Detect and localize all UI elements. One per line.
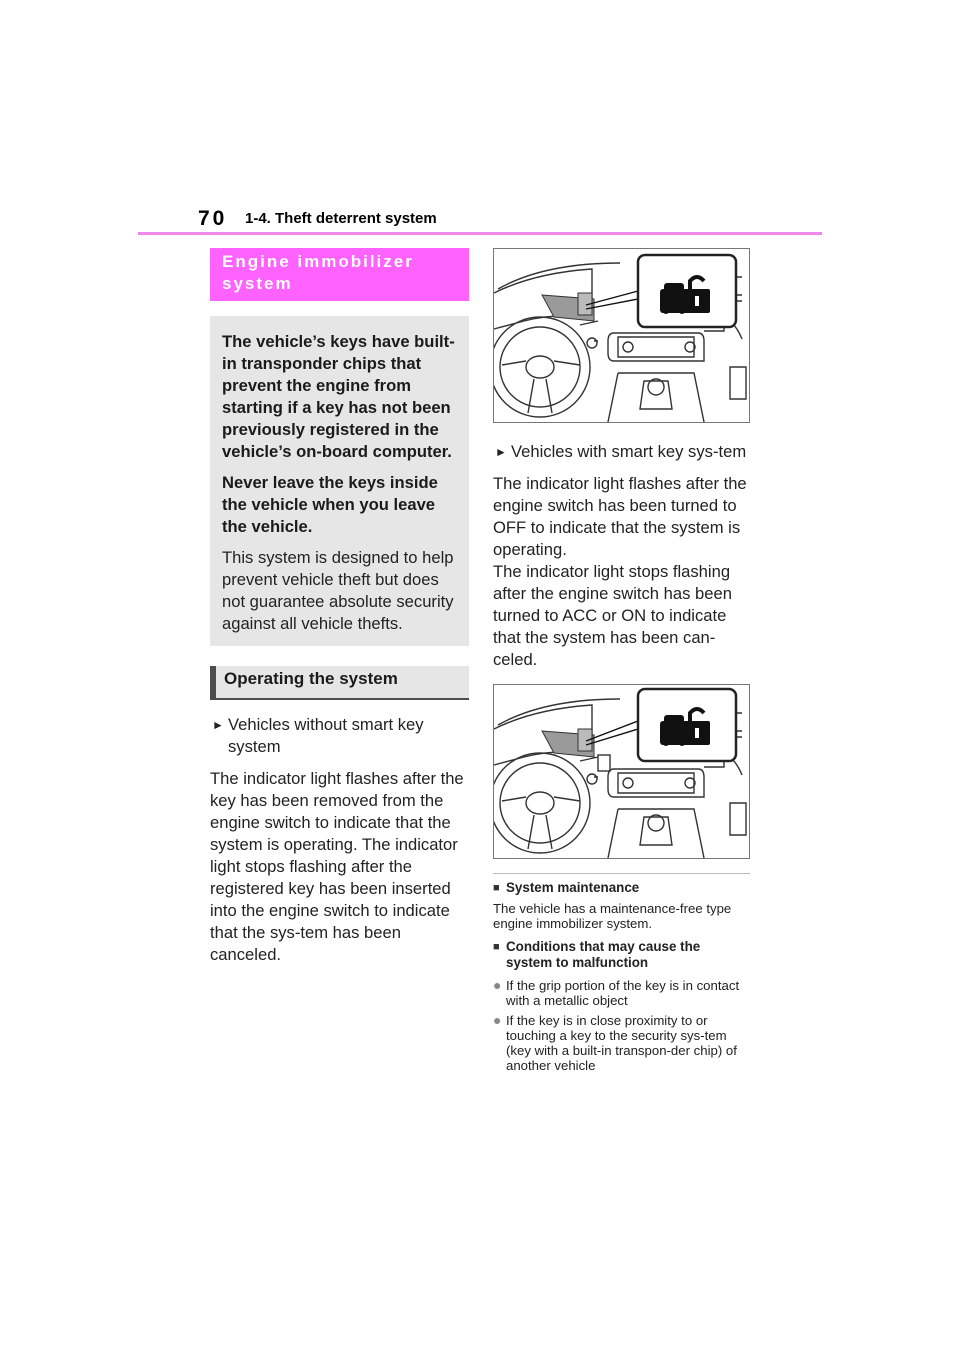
dashboard-figure-no-smart-key	[493, 684, 750, 859]
right-triangle-icon: ►	[212, 718, 224, 732]
bullet-smart-key	[493, 441, 750, 463]
malfunction-item-text: If the key is in close proximity to or touching a key to the security sys-tem (key with a built-in transpon-der chip) of another vehicle	[506, 1013, 737, 1073]
left-column	[210, 248, 469, 966]
filled-circle-icon: ●	[493, 977, 502, 993]
right-column	[493, 248, 750, 1073]
immobilizer-info-box	[210, 316, 469, 646]
bullet-no-smart-key-label: Vehicles without smart key system	[228, 715, 424, 756]
dashboard-figure-smart-key	[493, 248, 750, 423]
page-number: 70	[198, 207, 228, 230]
section-title: 1-4. Theft deterrent system	[245, 210, 437, 227]
malfunction-heading-label: Conditions that may cause the system to malfunction	[506, 939, 701, 970]
box-bold-paragraph-2: Never leave the keys inside the vehicle when you leave the vehicle.	[222, 473, 438, 536]
bullet-no-smart-key	[210, 714, 469, 758]
maintenance-heading-label: System maintenance	[506, 880, 640, 895]
note-divider	[493, 873, 750, 874]
body-smart-key-2: The indicator light stops flashing after the engine switch has been turned to ACC or ON to indicate that the system has been can-celed.	[493, 562, 732, 669]
black-square-icon: ■	[493, 941, 500, 953]
black-square-icon: ■	[493, 882, 500, 894]
immobilizer-heading: Engine immobilizer system	[210, 248, 469, 301]
maintenance-text: The vehicle has a maintenance-free type engine immobilizer system.	[493, 901, 732, 931]
box-bold-paragraph-1: The vehicle’s keys have built-in transponder chips that prevent the engine from starting if a key has not been previously registered in the vehicle’s on-board computer.	[222, 332, 455, 461]
malfunction-item	[493, 978, 750, 1008]
operating-heading: Operating the system	[210, 666, 469, 700]
body-smart-key-1: The indicator light flashes after the engine switch has been turned to OFF to indicate that the system is operating.	[493, 474, 747, 559]
dashboard-illustration-1	[494, 249, 749, 422]
dashboard-illustration-2	[494, 685, 749, 858]
right-triangle-icon: ►	[495, 445, 507, 459]
header-rule	[138, 232, 822, 235]
maintenance-heading	[493, 880, 750, 896]
bullet-smart-key-label: Vehicles with smart key sys-tem	[511, 442, 747, 461]
malfunction-item	[493, 1013, 750, 1073]
malfunction-item-text: If the grip portion of the key is in contact with a metallic object	[506, 978, 740, 1008]
malfunction-heading	[493, 939, 750, 971]
box-paragraph: This system is designed to help prevent vehicle theft but does not guarantee absolute security against all vehicle thefts.	[222, 548, 454, 633]
body-no-smart-key: The indicator light flashes after the key has been removed from the engine switch to indicate that the system is operating. The indicator light stops flashing after the registered key has been inserted into the engine switch to indicate that the sys-tem has been canceled.	[210, 769, 464, 964]
filled-circle-icon: ●	[493, 1012, 502, 1028]
